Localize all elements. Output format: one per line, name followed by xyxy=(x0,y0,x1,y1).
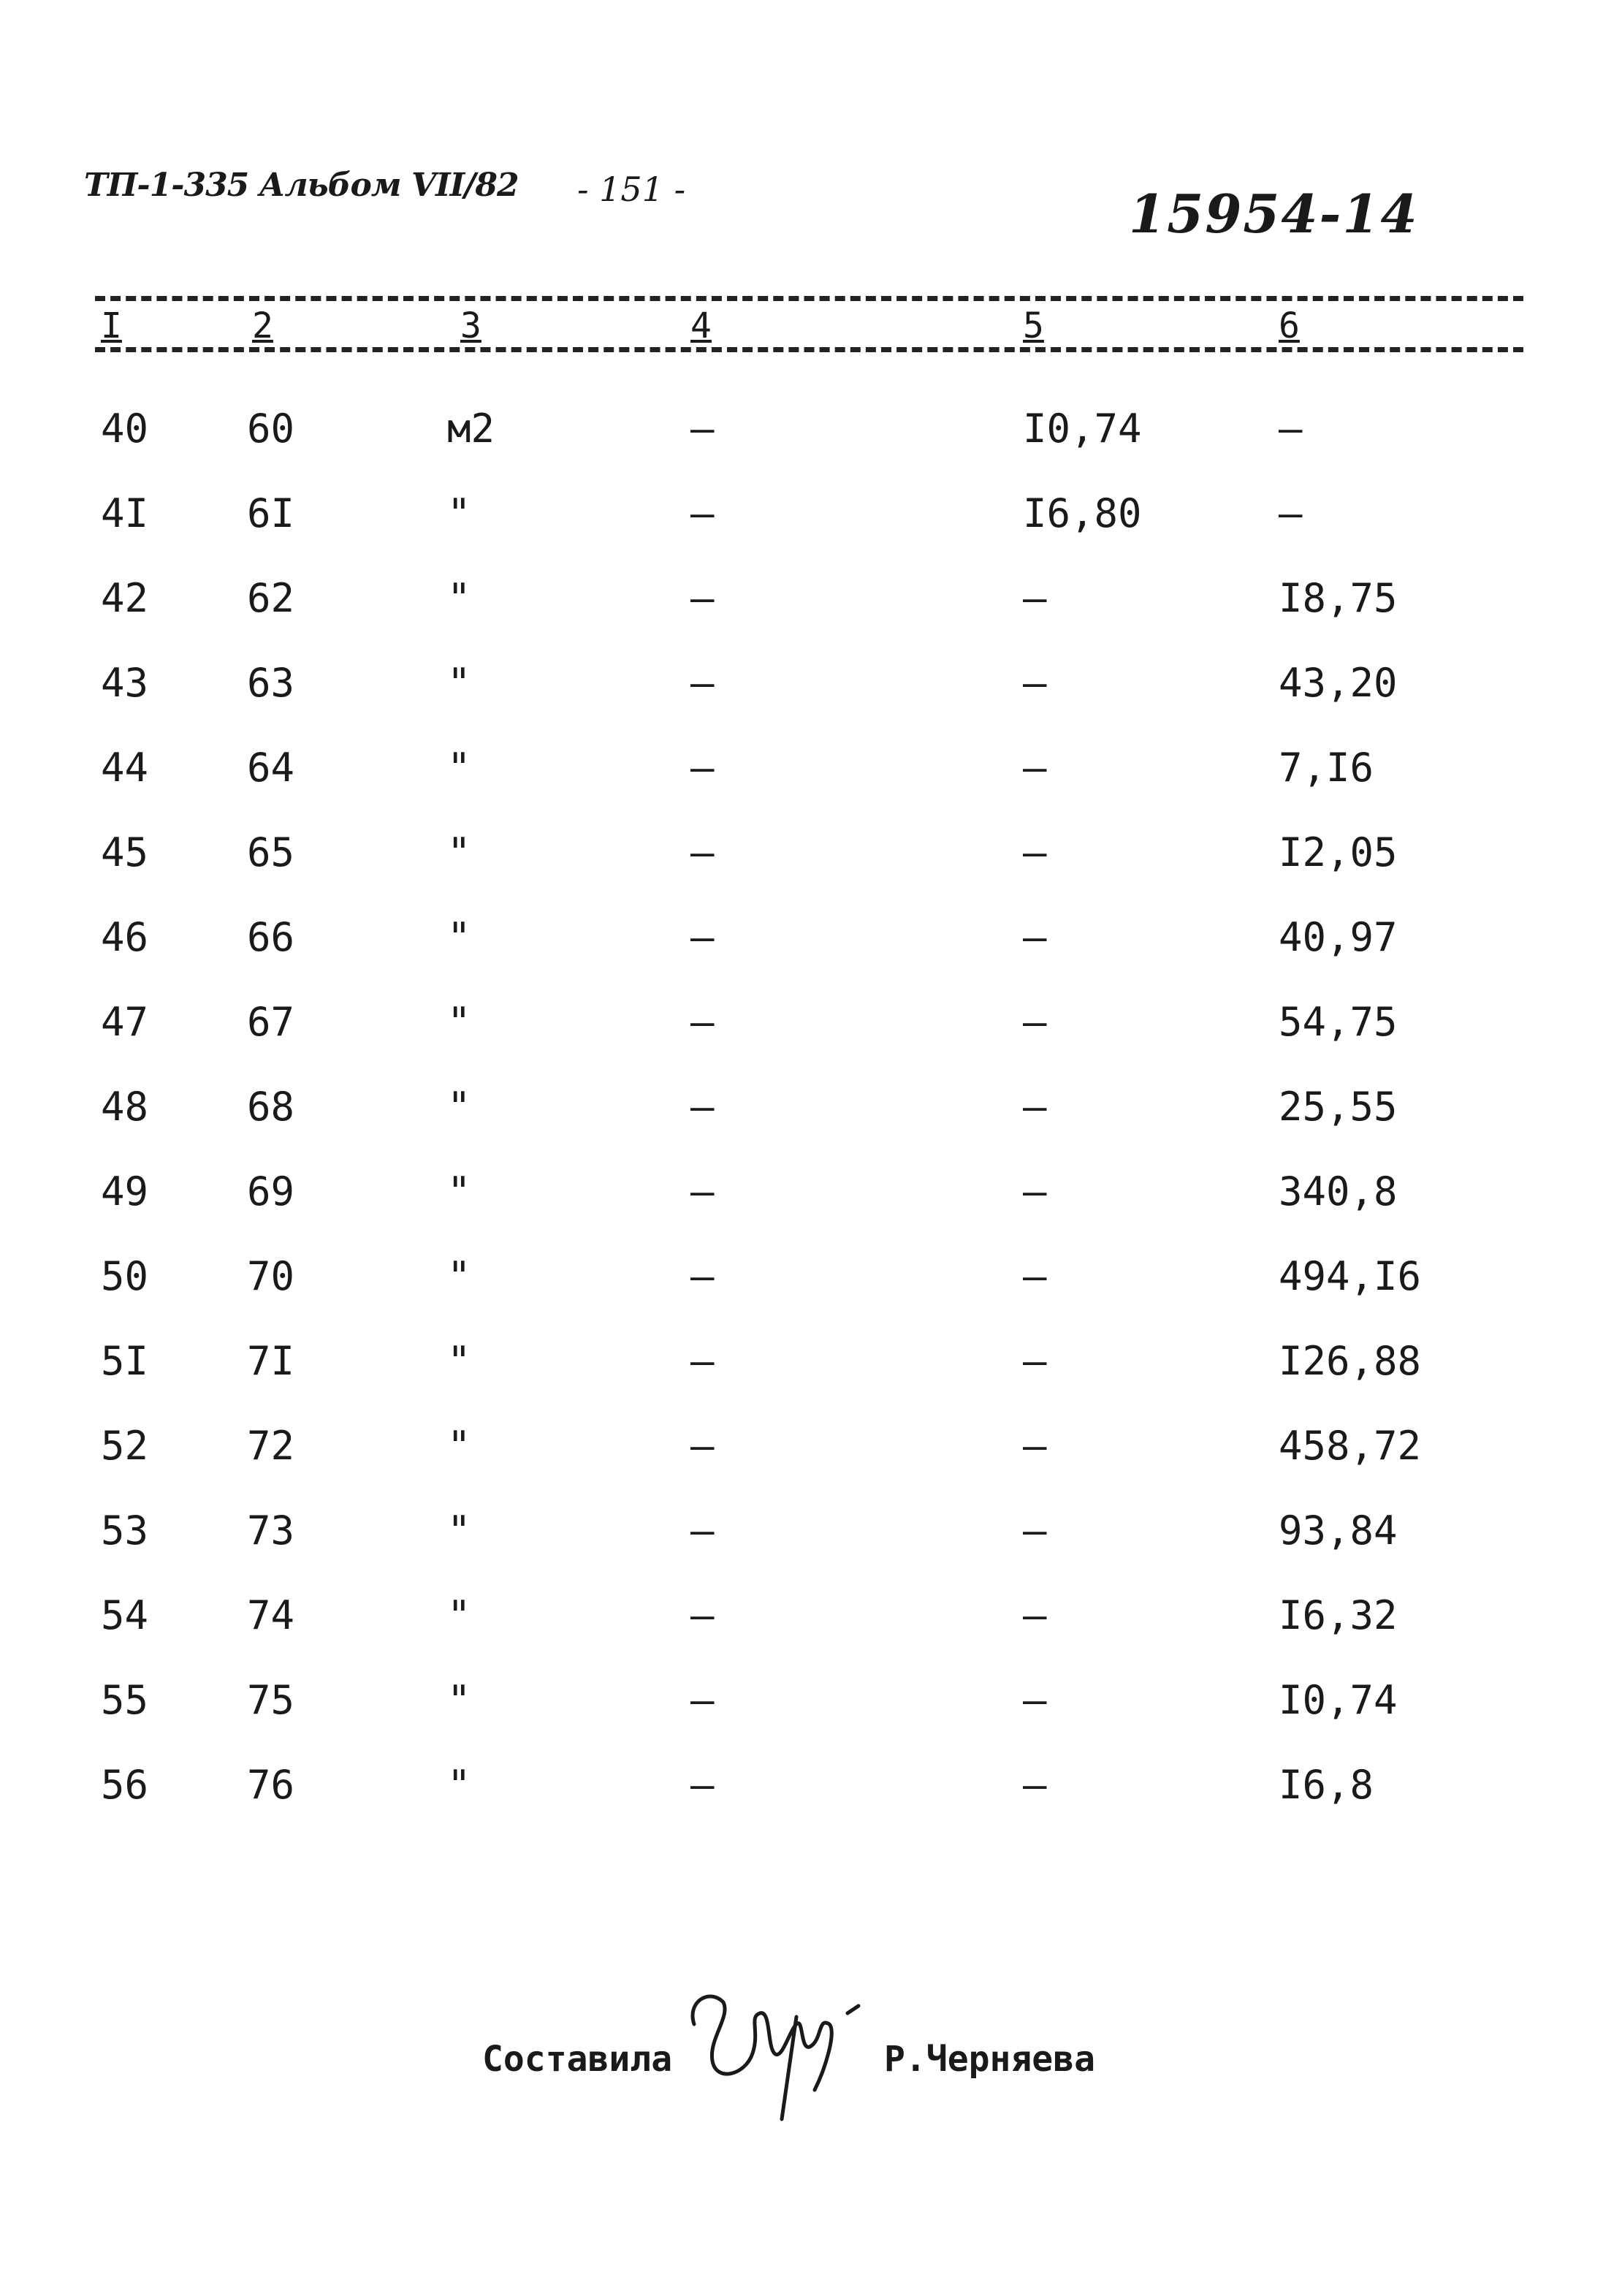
table-cell-col6: 54,75 xyxy=(1279,999,1398,1045)
table-row xyxy=(0,660,1622,745)
table-cell-col5: – xyxy=(1023,1253,1047,1299)
table-cell-col2: 76 xyxy=(247,1762,295,1808)
table-cell-col4: – xyxy=(690,406,715,452)
table-cell-col3: " xyxy=(447,1423,471,1469)
table-cell-col2: 74 xyxy=(247,1592,295,1638)
table-cell-col4: – xyxy=(690,999,715,1045)
table-top-rule xyxy=(95,296,1523,301)
table-row xyxy=(0,1253,1622,1338)
table-cell-col4: – xyxy=(690,1168,715,1214)
table-cell-col6: 7,I6 xyxy=(1279,745,1374,791)
table-cell-col3: " xyxy=(447,1253,471,1299)
table-cell-col6: 340,8 xyxy=(1279,1168,1398,1214)
column-header-1: I xyxy=(101,305,122,346)
table-cell-col3: " xyxy=(447,1338,471,1384)
table-cell-col2: 62 xyxy=(247,575,295,621)
table-cell-col5: – xyxy=(1023,1677,1047,1723)
table-cell-col3: " xyxy=(447,1084,471,1130)
table-cell-col4: – xyxy=(690,575,715,621)
table-cell-col3: " xyxy=(447,745,471,791)
table-row xyxy=(0,490,1622,575)
table-cell-col6: – xyxy=(1279,406,1303,452)
table-row xyxy=(0,1338,1622,1423)
table-cell-col1: 48 xyxy=(101,1084,149,1130)
table-cell-col2: 63 xyxy=(247,660,295,706)
table-cell-col1: 4I xyxy=(101,490,149,536)
table-cell-col1: 46 xyxy=(101,914,149,960)
table-cell-col1: 47 xyxy=(101,999,149,1045)
table-cell-col6: I6,32 xyxy=(1279,1592,1398,1638)
table-row xyxy=(0,1762,1622,1847)
table-cell-col6: I0,74 xyxy=(1279,1677,1398,1723)
table-cell-col5: – xyxy=(1023,575,1047,621)
table-cell-col6: I6,8 xyxy=(1279,1762,1374,1808)
table-cell-col4: – xyxy=(690,660,715,706)
table-cell-col3: " xyxy=(447,660,471,706)
table-cell-col2: 68 xyxy=(247,1084,295,1130)
table-cell-col2: 7I xyxy=(247,1338,295,1384)
table-cell-col6: 40,97 xyxy=(1279,914,1398,960)
table-row xyxy=(0,575,1622,660)
table-cell-col1: 40 xyxy=(101,406,149,452)
table-cell-col3: " xyxy=(447,575,471,621)
table-row xyxy=(0,829,1622,914)
table-cell-col4: – xyxy=(690,1592,715,1638)
table-row xyxy=(0,999,1622,1084)
table-cell-col6: 93,84 xyxy=(1279,1508,1398,1554)
table-cell-col4: – xyxy=(690,1677,715,1723)
table-cell-col4: – xyxy=(690,914,715,960)
table-cell-col2: 6I xyxy=(247,490,295,536)
table-cell-col4: – xyxy=(690,1508,715,1554)
table-cell-col5: – xyxy=(1023,1168,1047,1214)
table-cell-col2: 67 xyxy=(247,999,295,1045)
table-cell-col1: 52 xyxy=(101,1423,149,1469)
table-cell-col6: 43,20 xyxy=(1279,660,1398,706)
table-cell-col4: – xyxy=(690,1084,715,1130)
table-cell-col1: 45 xyxy=(101,829,149,875)
table-cell-col3: " xyxy=(447,1168,471,1214)
page-number: - 151 - xyxy=(577,170,686,209)
table-cell-col3: " xyxy=(447,1762,471,1808)
table-cell-col1: 50 xyxy=(101,1253,149,1299)
table-cell-col4: – xyxy=(690,1338,715,1384)
table-cell-col1: 54 xyxy=(101,1592,149,1638)
table-row xyxy=(0,1592,1622,1677)
table-cell-col2: 69 xyxy=(247,1168,295,1214)
column-header-3: 3 xyxy=(460,305,481,346)
table-row xyxy=(0,1423,1622,1508)
table-cell-col5: I6,80 xyxy=(1023,490,1142,536)
table-cell-col1: 49 xyxy=(101,1168,149,1214)
table-cell-col1: 53 xyxy=(101,1508,149,1554)
table-cell-col1: 42 xyxy=(101,575,149,621)
column-header-5: 5 xyxy=(1023,305,1044,346)
table-cell-col6: I8,75 xyxy=(1279,575,1398,621)
table-row xyxy=(0,1168,1622,1253)
table-cell-col3: " xyxy=(447,829,471,875)
table-cell-col6: 25,55 xyxy=(1279,1084,1398,1130)
table-cell-col6: I2,05 xyxy=(1279,829,1398,875)
table-cell-col5: – xyxy=(1023,660,1047,706)
table-cell-col5: – xyxy=(1023,829,1047,875)
table-row xyxy=(0,406,1622,490)
table-cell-col4: – xyxy=(690,1762,715,1808)
table-row xyxy=(0,1084,1622,1168)
footer-label: Составила xyxy=(482,2039,673,2080)
table-cell-col5: – xyxy=(1023,1508,1047,1554)
table-cell-col5: – xyxy=(1023,1084,1047,1130)
table-cell-col2: 60 xyxy=(247,406,295,452)
table-cell-col5: – xyxy=(1023,914,1047,960)
table-cell-col5: – xyxy=(1023,1762,1047,1808)
table-cell-col2: 65 xyxy=(247,829,295,875)
table-cell-col5: – xyxy=(1023,1338,1047,1384)
column-header-4: 4 xyxy=(690,305,712,346)
table-cell-col3: м2 xyxy=(447,406,495,452)
table-cell-col5: – xyxy=(1023,1423,1047,1469)
table-cell-col3: " xyxy=(447,914,471,960)
table-cell-col6: 458,72 xyxy=(1279,1423,1422,1469)
table-cell-col2: 75 xyxy=(247,1677,295,1723)
table-cell-col1: 44 xyxy=(101,745,149,791)
document-code: 15954-14 xyxy=(1129,183,1419,245)
table-cell-col1: 55 xyxy=(101,1677,149,1723)
table-cell-col6: – xyxy=(1279,490,1303,536)
author-name: Р.Черняева xyxy=(884,2039,1095,2080)
table-cell-col4: – xyxy=(690,1253,715,1299)
table-cell-col5: I0,74 xyxy=(1023,406,1142,452)
table-row xyxy=(0,1677,1622,1762)
table-cell-col2: 64 xyxy=(247,745,295,791)
table-cell-col2: 73 xyxy=(247,1508,295,1554)
table-cell-col5: – xyxy=(1023,999,1047,1045)
table-cell-col3: " xyxy=(447,490,471,536)
header-left-note: ТП-1-335 Альбом VII/82 xyxy=(84,167,519,204)
signature xyxy=(679,1973,869,2126)
table-cell-col4: – xyxy=(690,745,715,791)
table-cell-col2: 72 xyxy=(247,1423,295,1469)
table-cell-col4: – xyxy=(690,490,715,536)
table-cell-col1: 5I xyxy=(101,1338,149,1384)
table-cell-col1: 56 xyxy=(101,1762,149,1808)
column-header-2: 2 xyxy=(252,305,273,346)
table-cell-col4: – xyxy=(690,1423,715,1469)
table-cell-col4: – xyxy=(690,829,715,875)
table-cell-col1: 43 xyxy=(101,660,149,706)
table-cell-col6: I26,88 xyxy=(1279,1338,1422,1384)
table-header-rule xyxy=(95,347,1523,352)
table-cell-col3: " xyxy=(447,1592,471,1638)
table-row xyxy=(0,745,1622,829)
table-row xyxy=(0,1508,1622,1592)
table-cell-col6: 494,I6 xyxy=(1279,1253,1422,1299)
table-cell-col3: " xyxy=(447,1508,471,1554)
table-row xyxy=(0,914,1622,999)
column-header-6: 6 xyxy=(1279,305,1300,346)
table-cell-col3: " xyxy=(447,999,471,1045)
table-cell-col5: – xyxy=(1023,745,1047,791)
table-cell-col2: 66 xyxy=(247,914,295,960)
table-cell-col5: – xyxy=(1023,1592,1047,1638)
table-cell-col3: " xyxy=(447,1677,471,1723)
table-cell-col2: 70 xyxy=(247,1253,295,1299)
